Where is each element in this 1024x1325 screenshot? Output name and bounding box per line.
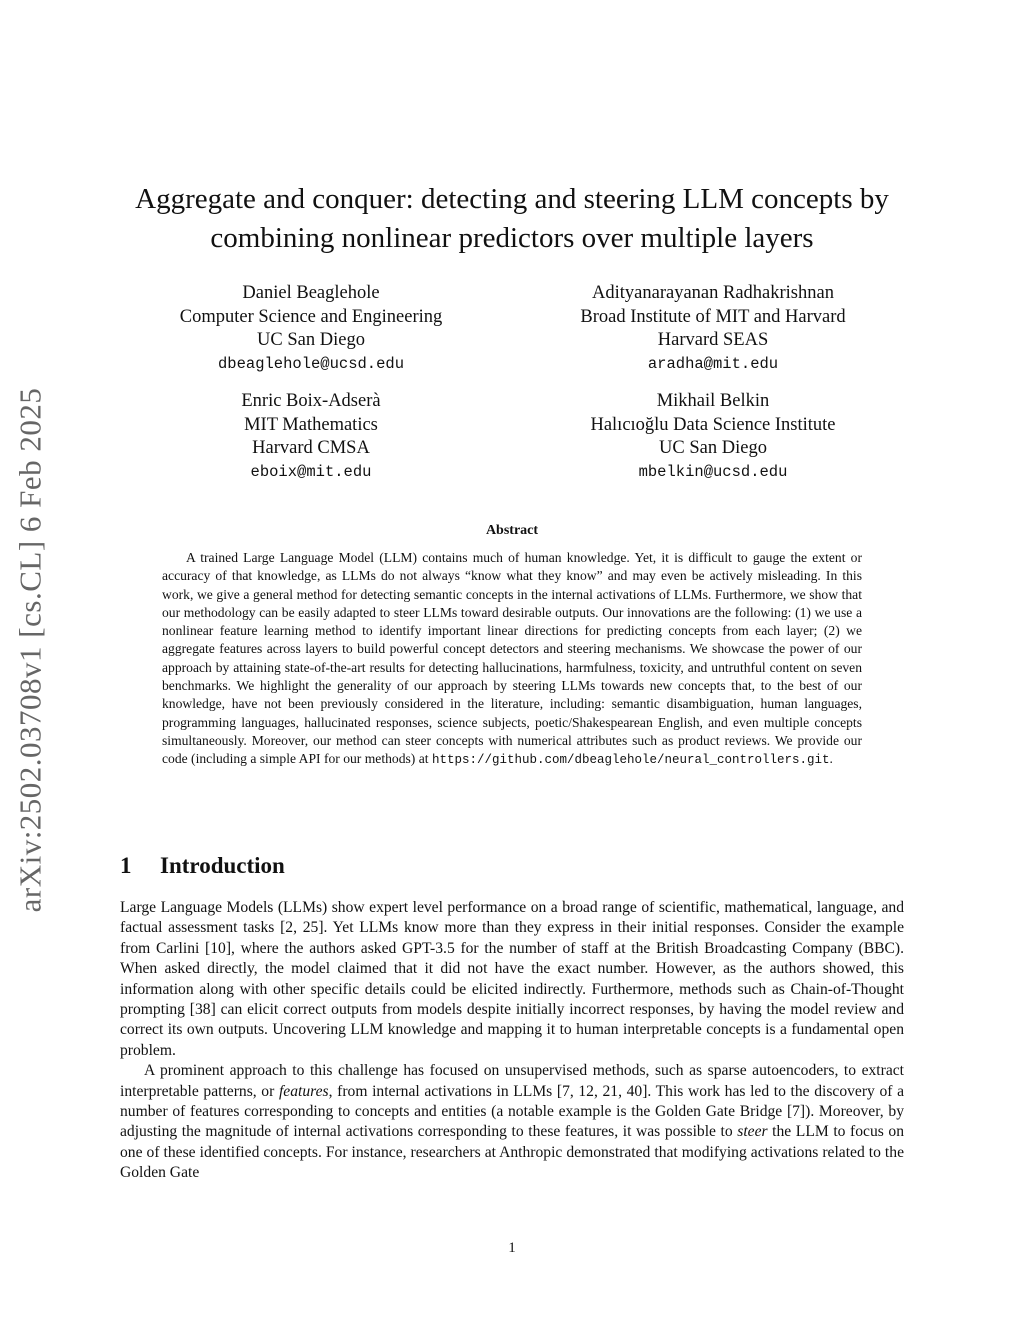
author-email[interactable]: mbelkin@ucsd.edu: [638, 462, 788, 481]
author-name: Daniel Beaglehole: [242, 283, 380, 303]
author-affiliation: UC San Diego: [257, 330, 365, 350]
arxiv-stamp: [10, 370, 50, 930]
paper-title: Aggregate and conquer: detecting and steering LLM concepts by combining nonlinear predictors over multiple layers: [135, 183, 889, 254]
paragraph-text: the LLM to focus on one of these identified concepts. For instance, researchers at Anthropic demonstrated that modifying activations related to the Golden Gate: [120, 1123, 904, 1182]
author-email[interactable]: dbeaglehole@ucsd.edu: [217, 354, 405, 373]
author-card: [512, 390, 914, 484]
abstract-heading: Abstract: [485, 523, 539, 538]
author-card: [110, 282, 512, 376]
abstract-text: A trained Large Language Model (LLM) contains much of human knowledge. Yet, it is difficult to gauge the extent or accuracy of that knowledge, as LLMs do not always “know what they know” and may even be actively misleading. In this work, we give a general method for detecting semantic concepts in the internal activations of LLMs. Furthermore, we show that our methodology can be easily adapted to steer LLMs toward desirable outputs. Our innovations are the following: (1) we use a nonlinear feature learning method to identify important linear directions for predicting concepts from each layer; (2) we aggregate features across layers to build powerful concept detectors and steering mechanisms. We showcase the power of our approach by attaining state-of-the-art results for detecting hallucinations, harmfulness, toxicity, and untruthful content on seven benchmarks. We highlight the generality of our approach by steering LLMs towards new concepts that, to the best of our knowledge, have not been previously considered in the literature, including: semantic disambiguation, human languages, programming languages, hallucinated responses, science subjects, poetic/Shakespearean English, and even multiple concepts simultaneously. Moreover, our method can steer concepts with numerical attributes such as product reviews. We provide our code (including a simple API for our methods) at: [162, 550, 862, 767]
author-affiliation: Harvard SEAS: [657, 330, 769, 350]
author-affiliation: Harvard CMSA: [252, 438, 370, 458]
author-card: [110, 390, 512, 484]
emphasis-features: features: [278, 1082, 329, 1100]
author-name: Mikhail Belkin: [656, 391, 770, 411]
paragraph-text: A prominent approach to this challenge has focused on unsupervised methods, such as sparse autoencoders, to extract interpretable patterns, or: [120, 1062, 904, 1100]
emphasis-steer: steer: [737, 1123, 768, 1141]
section-title: Introduction: [160, 853, 285, 878]
arxiv-stamp-text: arXiv:2502.03708v1 [cs.CL] 6 Feb 2025: [12, 387, 47, 913]
paragraph: Large Language Models (LLMs) show expert level performance on a broad range of scientific, mathematical, language, and factual assessment tasks [2, 25]. Yet LLMs know more than they express in their initial responses. Consider the example from Carlini [10], where the authors asked GPT-3.5 for the number of staff at the British Broadcasting Company (BBC). When asked directly, the model claimed that it did not have the exact number. However, as the authors showed, this information along with other specific details could be elicited indirectly. Furthermore, methods such as Chain-of-Thought prompting [38] can elicit correct outputs from models despite initially incorrect responses, by having the model review and correct its own outputs. Uncovering LLM knowledge and mapping it to human interpretable concepts is a fundamental open problem.: [120, 899, 904, 1059]
paragraph: [120, 1061, 904, 1183]
page-number: 1: [508, 1240, 516, 1256]
section-heading: [120, 853, 285, 879]
author-block: [110, 282, 914, 484]
code-url-link[interactable]: https://github.com/dbeaglehole/neural_controllers.git: [431, 753, 830, 768]
author-affiliation: UC San Diego: [659, 438, 767, 458]
author-affiliation: Halıcıoğlu Data Science Institute: [590, 414, 836, 435]
author-affiliation: MIT Mathematics: [244, 414, 378, 435]
author-name: Adityanarayanan Radhakrishnan: [592, 283, 834, 303]
abstract-body: [162, 549, 862, 770]
abstract-end: .: [829, 751, 833, 767]
author-email[interactable]: aradha@mit.edu: [647, 354, 779, 373]
intro-body: [120, 898, 904, 1184]
section-number: 1: [120, 853, 132, 878]
author-card: [512, 282, 914, 376]
paragraph-text: , from internal activations in LLMs [7, 12, 21, 40]. This work has led to the discovery of a number of features corresponding to concepts and entities (a notable example is the Golden Gate Bridge [7]). Moreover, by adjusting the magnitude of internal activations corresponding to these features, it was possible to: [120, 1082, 904, 1141]
author-name: Enric Boix-Adserà: [241, 391, 381, 411]
author-email[interactable]: eboix@mit.edu: [250, 462, 372, 481]
author-affiliation: Computer Science and Engineering: [179, 306, 443, 327]
author-affiliation: Broad Institute of MIT and Harvard: [580, 306, 846, 327]
